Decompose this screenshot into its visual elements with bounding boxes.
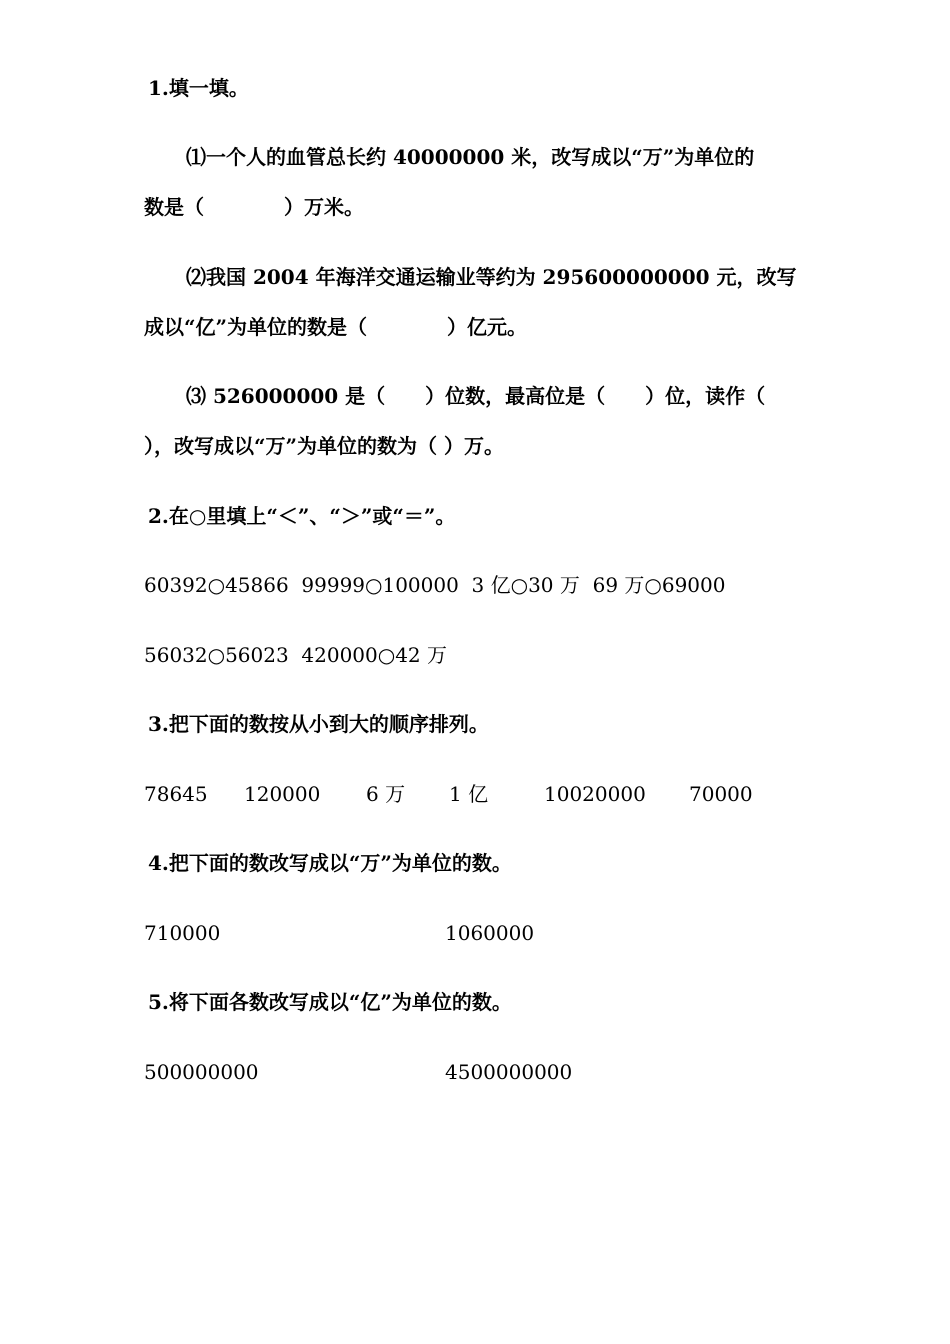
- q3-number: 10020000: [544, 782, 646, 806]
- q3-number: 70000: [689, 782, 753, 806]
- q1-part1-line1: ⑴一个人的血管总长约 40000000 米，改写成以“万”为单位的: [186, 145, 755, 169]
- q4-number-row: [144, 921, 644, 945]
- q3-number-row: [144, 782, 844, 806]
- q3-number: 120000: [244, 782, 321, 806]
- q2-heading: 2.在○里填上“＜”、“＞”或“＝”。: [148, 504, 456, 528]
- q5-heading: 5.将下面各数改写成以“亿”为单位的数。: [148, 990, 512, 1014]
- q2-comparison-row-1: 60392○45866 99999○100000 3 亿○30 万 69 万○69000: [144, 573, 726, 597]
- q5-number: 4500000000: [445, 1060, 573, 1084]
- q2-comparison-row-2: 56032○56023 420000○42 万: [144, 643, 448, 667]
- q3-heading: 3.把下面的数按从小到大的顺序排列。: [148, 712, 489, 736]
- q5-number-row: [144, 1060, 644, 1084]
- q1-heading: 1.填一填。: [148, 76, 249, 100]
- q4-number: 1060000: [445, 921, 535, 945]
- q5-number: 500000000: [144, 1060, 259, 1084]
- q4-heading: 4.把下面的数改写成以“万”为单位的数。: [148, 851, 512, 875]
- q4-number: 710000: [144, 921, 221, 945]
- q1-part1-line2: 数是（ ）万米。: [144, 195, 364, 219]
- q1-part3-line1: ⑶ 526000000 是（ ）位数，最高位是（ ）位，读作（: [186, 384, 766, 408]
- q3-number: 78645: [144, 782, 208, 806]
- q1-part2-line2: 成以“亿”为单位的数是（ ）亿元。: [144, 315, 528, 339]
- q1-part3-line2: ），改写成以“万”为单位的数为（ ）万。: [144, 434, 504, 458]
- q3-number: 1 亿: [449, 782, 489, 806]
- q1-part2-line1: ⑵我国 2004 年海洋交通运输业等约为 295600000000 元，改写: [186, 265, 797, 289]
- q3-number: 6 万: [366, 782, 406, 806]
